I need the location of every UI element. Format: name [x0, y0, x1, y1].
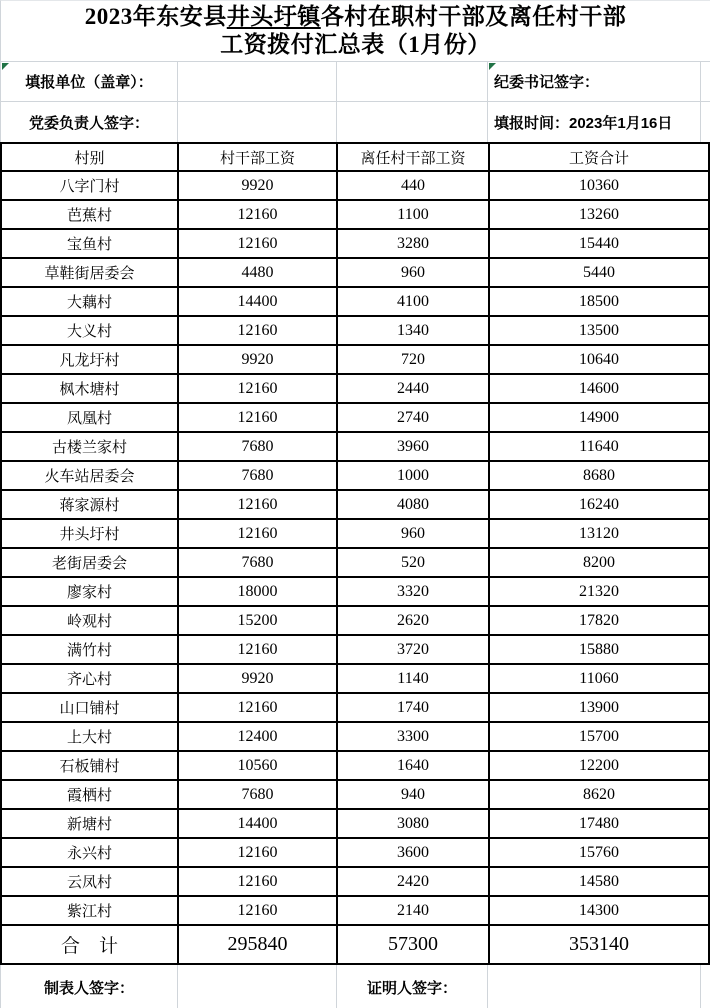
table-row	[1, 432, 709, 461]
table-row	[1, 287, 709, 316]
cell-amount[interactable]: 15440	[489, 229, 709, 258]
cell-amount[interactable]: 14300	[489, 896, 709, 925]
table-header-row	[1, 143, 709, 171]
cell-amount[interactable]: 9920	[178, 664, 337, 693]
cell-amount[interactable]: 1140	[337, 664, 489, 693]
cell-empty[interactable]	[701, 61, 710, 101]
cell-empty[interactable]	[178, 101, 337, 142]
cell-village-name[interactable]: 新塘村	[1, 809, 178, 838]
cell-village-name[interactable]: 蒋家源村	[1, 490, 178, 519]
cell-amount[interactable]: 12160	[178, 200, 337, 229]
cell-amount[interactable]: 8200	[489, 548, 709, 577]
cell-total-retired-salary[interactable]: 57300	[337, 925, 489, 964]
cell-amount[interactable]: 3720	[337, 635, 489, 664]
cell-amount[interactable]: 18500	[489, 287, 709, 316]
cell-amount[interactable]: 7680	[178, 432, 337, 461]
cell-village-name[interactable]: 永兴村	[1, 838, 178, 867]
cell-total-cadre-salary[interactable]: 295840	[178, 925, 337, 964]
cell-amount[interactable]: 15200	[178, 606, 337, 635]
cell-amount[interactable]: 9920	[178, 171, 337, 200]
cell-amount[interactable]: 10560	[178, 751, 337, 780]
table-row	[1, 664, 709, 693]
cell-village-name[interactable]: 草鞋街居委会	[1, 258, 178, 287]
cell-error-indicator-icon	[489, 63, 496, 70]
cell-amount[interactable]: 12160	[178, 490, 337, 519]
cell-village-name[interactable]: 八字门村	[1, 171, 178, 200]
cell-amount[interactable]: 11060	[489, 664, 709, 693]
table-row	[1, 316, 709, 345]
cell-amount[interactable]: 7680	[178, 548, 337, 577]
cell-amount[interactable]: 12160	[178, 635, 337, 664]
cell-amount[interactable]: 12160	[178, 838, 337, 867]
cell-amount[interactable]: 960	[337, 258, 489, 287]
cell-empty[interactable]	[488, 965, 701, 1008]
certifier-label: 证明人签字：	[366, 979, 457, 997]
cell-village-name[interactable]: 凡龙圩村	[1, 345, 178, 374]
cell-amount[interactable]: 13120	[489, 519, 709, 548]
salary-table	[0, 142, 710, 965]
cell-amount[interactable]: 14400	[178, 287, 337, 316]
cell-amount[interactable]: 3300	[337, 722, 489, 751]
cell-amount[interactable]: 3320	[337, 577, 489, 606]
cell-amount[interactable]: 17820	[489, 606, 709, 635]
cell-village-name[interactable]: 霞栖村	[1, 780, 178, 809]
cell-amount[interactable]: 4080	[337, 490, 489, 519]
table-row	[1, 490, 709, 519]
cell-amount[interactable]: 13260	[489, 200, 709, 229]
cell-village-name[interactable]: 火车站居委会	[1, 461, 178, 490]
cell-amount[interactable]: 17480	[489, 809, 709, 838]
cell-amount[interactable]: 3080	[337, 809, 489, 838]
table-row	[1, 258, 709, 287]
fill-unit-label: 填报单位（盖章）：	[25, 74, 153, 91]
cell-amount[interactable]: 9920	[178, 345, 337, 374]
cell-amount[interactable]: 14400	[178, 809, 337, 838]
cell-amount[interactable]: 21320	[489, 577, 709, 606]
page-title	[0, 0, 710, 61]
cell-amount[interactable]: 15700	[489, 722, 709, 751]
cell-empty[interactable]	[337, 101, 488, 142]
cell-village-name[interactable]: 齐心村	[1, 664, 178, 693]
cell-amount[interactable]: 3960	[337, 432, 489, 461]
cell-amount[interactable]: 12160	[178, 867, 337, 896]
cell-amount[interactable]: 2620	[337, 606, 489, 635]
cell-empty[interactable]	[337, 61, 488, 101]
table-row	[1, 809, 709, 838]
footer-signature-row	[0, 965, 710, 1008]
fill-time-label: 填报时间：2023年1月16日	[494, 114, 673, 132]
cell-amount[interactable]: 1740	[337, 693, 489, 722]
cell-discipline-secretary-label[interactable]	[488, 61, 701, 101]
cell-amount[interactable]: 4480	[178, 258, 337, 287]
total-row	[1, 925, 709, 964]
cell-village-name[interactable]: 古楼兰家村	[1, 432, 178, 461]
title-underlined-town: 井头圩镇	[226, 4, 321, 29]
cell-amount[interactable]: 3280	[337, 229, 489, 258]
cell-empty[interactable]	[701, 101, 710, 142]
cell-amount[interactable]: 14600	[489, 374, 709, 403]
cell-amount[interactable]: 12160	[178, 693, 337, 722]
cell-amount[interactable]: 15760	[489, 838, 709, 867]
cell-amount[interactable]: 520	[337, 548, 489, 577]
page-title-line1: 2023年东安县井头圩镇各村在职村干部及离任村干部	[84, 4, 627, 29]
cell-amount[interactable]: 8620	[489, 780, 709, 809]
cell-village-name[interactable]: 山口铺村	[1, 693, 178, 722]
table-row	[1, 461, 709, 490]
cell-amount[interactable]: 4100	[337, 287, 489, 316]
cell-village-name[interactable]: 芭蕉村	[1, 200, 178, 229]
table-row	[1, 345, 709, 374]
cell-amount[interactable]: 12200	[489, 751, 709, 780]
cell-amount[interactable]: 13900	[489, 693, 709, 722]
cell-village-name[interactable]: 紫江村	[1, 896, 178, 925]
cell-amount[interactable]: 960	[337, 519, 489, 548]
cell-amount[interactable]: 12160	[178, 403, 337, 432]
cell-village-name[interactable]: 枫木塘村	[1, 374, 178, 403]
cell-amount[interactable]: 18000	[178, 577, 337, 606]
cell-fill-unit-label[interactable]	[1, 61, 178, 101]
table-row	[1, 635, 709, 664]
cell-total-overall[interactable]: 353140	[489, 925, 709, 964]
table-row	[1, 403, 709, 432]
cell-village-name[interactable]: 岭观村	[1, 606, 178, 635]
header-village[interactable]: 村别	[1, 143, 178, 171]
cell-amount[interactable]: 2140	[337, 896, 489, 925]
info-row-party-leader	[0, 101, 710, 142]
table-row	[1, 693, 709, 722]
page-title-line2: 工资拨付汇总表（1月份）	[220, 32, 491, 57]
cell-amount[interactable]: 1000	[337, 461, 489, 490]
cell-amount[interactable]: 12400	[178, 722, 337, 751]
cell-village-name[interactable]: 井头圩村	[1, 519, 178, 548]
cell-amount[interactable]: 7680	[178, 780, 337, 809]
cell-empty[interactable]	[701, 965, 710, 1008]
cell-amount[interactable]: 3600	[337, 838, 489, 867]
table-row	[1, 577, 709, 606]
cell-fill-time[interactable]	[488, 101, 701, 142]
cell-amount[interactable]: 440	[337, 171, 489, 200]
cell-amount[interactable]: 7680	[178, 461, 337, 490]
header-retired-cadre-salary[interactable]: 离任村干部工资	[337, 143, 489, 171]
table-row	[1, 548, 709, 577]
cell-amount[interactable]: 12160	[178, 374, 337, 403]
party-leader-label: 党委负责人签字：	[28, 114, 149, 132]
cell-amount[interactable]: 12160	[178, 519, 337, 548]
cell-total-label[interactable]: 合 计	[1, 925, 178, 964]
table-row	[1, 867, 709, 896]
cell-amount[interactable]: 10360	[489, 171, 709, 200]
cell-amount[interactable]: 5440	[489, 258, 709, 287]
cell-amount[interactable]: 1340	[337, 316, 489, 345]
cell-party-leader-label[interactable]	[1, 101, 178, 142]
table-row	[1, 722, 709, 751]
discipline-secretary-label: 纪委书记签字：	[494, 74, 600, 91]
cell-village-name[interactable]: 云凤村	[1, 867, 178, 896]
table-row	[1, 780, 709, 809]
table-row	[1, 896, 709, 925]
cell-amount[interactable]: 10640	[489, 345, 709, 374]
cell-amount[interactable]: 14580	[489, 867, 709, 896]
cell-amount[interactable]: 2420	[337, 867, 489, 896]
cell-village-name[interactable]: 上大村	[1, 722, 178, 751]
cell-village-name[interactable]: 大义村	[1, 316, 178, 345]
cell-amount[interactable]: 1100	[337, 200, 489, 229]
cell-village-name[interactable]: 凤凰村	[1, 403, 178, 432]
cell-village-name[interactable]: 满竹村	[1, 635, 178, 664]
cell-amount[interactable]: 12160	[178, 316, 337, 345]
cell-preparer-label[interactable]	[1, 965, 178, 1008]
header-salary-total[interactable]: 工资合计	[489, 143, 709, 171]
cell-village-name[interactable]: 石板铺村	[1, 751, 178, 780]
cell-empty[interactable]	[178, 61, 337, 101]
cell-amount[interactable]: 1640	[337, 751, 489, 780]
cell-amount[interactable]: 11640	[489, 432, 709, 461]
table-row	[1, 606, 709, 635]
cell-village-name[interactable]: 老街居委会	[1, 548, 178, 577]
cell-amount[interactable]: 14900	[489, 403, 709, 432]
table-row	[1, 838, 709, 867]
cell-village-name[interactable]: 大藕村	[1, 287, 178, 316]
cell-certifier-label[interactable]	[337, 965, 488, 1008]
cell-amount[interactable]: 12160	[178, 896, 337, 925]
cell-village-name[interactable]: 廖家村	[1, 577, 178, 606]
cell-amount[interactable]: 13500	[489, 316, 709, 345]
cell-amount[interactable]: 720	[337, 345, 489, 374]
cell-amount[interactable]: 2740	[337, 403, 489, 432]
cell-amount[interactable]: 940	[337, 780, 489, 809]
info-row-fill-unit	[0, 61, 710, 101]
cell-amount[interactable]: 12160	[178, 229, 337, 258]
cell-error-indicator-icon	[2, 63, 9, 70]
table-row	[1, 374, 709, 403]
preparer-label: 制表人签字：	[43, 979, 134, 997]
header-cadre-salary[interactable]: 村干部工资	[178, 143, 337, 171]
cell-amount[interactable]: 15880	[489, 635, 709, 664]
cell-empty[interactable]	[178, 965, 337, 1008]
table-row	[1, 200, 709, 229]
table-row	[1, 171, 709, 200]
cell-amount[interactable]: 2440	[337, 374, 489, 403]
table-row	[1, 751, 709, 780]
table-row	[1, 229, 709, 258]
cell-village-name[interactable]: 宝鱼村	[1, 229, 178, 258]
table-row	[1, 519, 709, 548]
cell-amount[interactable]: 16240	[489, 490, 709, 519]
cell-amount[interactable]: 8680	[489, 461, 709, 490]
